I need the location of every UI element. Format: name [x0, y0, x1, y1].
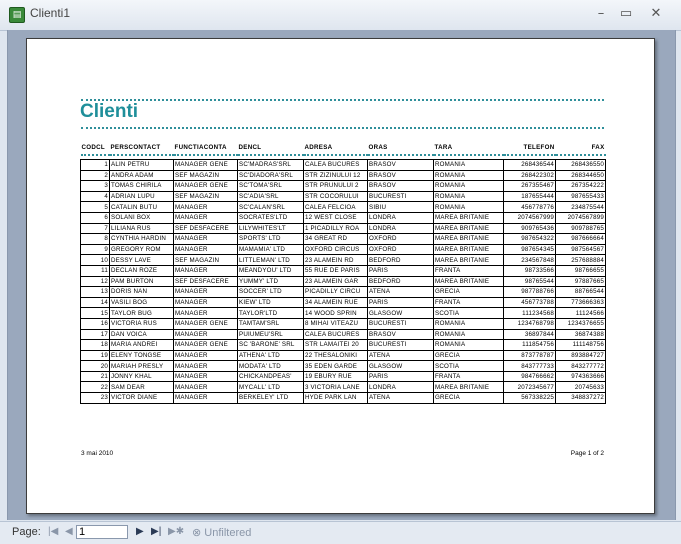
table-cell: MAREA BRITANIE: [434, 223, 504, 234]
table-row: [81, 371, 606, 382]
table-cell: HYDE PARK LAN: [304, 393, 368, 404]
column-header: TARA: [434, 140, 504, 155]
table-cell: LONDRA: [368, 223, 434, 234]
table-row: [81, 191, 606, 202]
table-cell: 111148756: [556, 340, 606, 351]
table-cell: ALIN PETRU: [110, 160, 174, 171]
table-cell: 11: [81, 265, 110, 276]
table-cell: TAYLOR BUG: [110, 308, 174, 319]
table-cell: 35 EDEN GARDE: [304, 361, 368, 372]
table-cell: STR LAMAITEI 20: [304, 340, 368, 351]
table-cell: ATENA: [368, 287, 434, 298]
table-cell: 987654345: [504, 244, 556, 255]
table-cell: YUMMY' LTD: [238, 276, 304, 287]
table-row: [81, 393, 606, 404]
table-cell: MAREA BRITANIE: [434, 212, 504, 223]
table-cell: 267354222: [556, 181, 606, 192]
table-cell: MANAGER: [174, 393, 238, 404]
table-row: [81, 350, 606, 361]
table-cell: GREGORY ROM: [110, 244, 174, 255]
table-cell: MAREA BRITANIE: [434, 382, 504, 393]
table-cell: 773666363: [556, 297, 606, 308]
table-cell: 12: [81, 276, 110, 287]
table-cell: MAREA BRITANIE: [434, 244, 504, 255]
table-cell: CYNTHIA HARDIN: [110, 234, 174, 245]
table-cell: 987666664: [556, 234, 606, 245]
table-cell: 268436550: [556, 160, 606, 171]
table-cell: 4: [81, 191, 110, 202]
table-cell: STR ZIZINULUI 12: [304, 170, 368, 181]
table-cell: 7: [81, 223, 110, 234]
table-cell: 98766655: [556, 265, 606, 276]
table-cell: TAMTAM'SRL: [238, 318, 304, 329]
table-cell: 6: [81, 212, 110, 223]
page-label: Page:: [12, 526, 41, 538]
table-cell: ATHENA' LTD: [238, 350, 304, 361]
table-cell: BRASOV: [368, 181, 434, 192]
table-row: [81, 297, 606, 308]
column-header: ORAS: [368, 140, 434, 155]
table-cell: MARIAH PRESLY: [110, 361, 174, 372]
table-cell: 1234768798: [504, 318, 556, 329]
table-cell: 111234568: [504, 308, 556, 319]
column-header: FUNCTIACONTA: [174, 140, 238, 155]
table-cell: CATALIN BUTU: [110, 202, 174, 213]
table-cell: MAMAMIA' LTD: [238, 244, 304, 255]
table-cell: GRECIA: [434, 287, 504, 298]
table-cell: MAREA BRITANIE: [434, 234, 504, 245]
table-cell: BERKELEY' LTD: [238, 393, 304, 404]
table-cell: MANAGER: [174, 297, 238, 308]
column-header: CODCL: [81, 140, 110, 155]
table-cell: DAN VOICA: [110, 329, 174, 340]
table-cell: BUCURESTI: [368, 318, 434, 329]
table-cell: BEDFORD: [368, 255, 434, 266]
table-cell: PARIS: [368, 297, 434, 308]
table-cell: SCOTIA: [434, 308, 504, 319]
column-header: TELEFON: [504, 140, 556, 155]
table-cell: KIEW' LTD: [238, 297, 304, 308]
table-cell: LONDRA: [368, 212, 434, 223]
table-cell: SAM DEAR: [110, 382, 174, 393]
table-cell: 98733566: [504, 265, 556, 276]
table-cell: LONDRA: [368, 382, 434, 393]
column-header: ADRESA: [304, 140, 368, 155]
table-cell: SEF MAGAZIN: [174, 191, 238, 202]
table-row: [81, 287, 606, 298]
table-cell: 187655444: [504, 191, 556, 202]
table-cell: ELENY TONGSE: [110, 350, 174, 361]
table-cell: ROMANIA: [434, 202, 504, 213]
filter-label: Unfiltered: [204, 527, 252, 539]
record-navigation-bar: [0, 521, 681, 544]
table-cell: 5: [81, 202, 110, 213]
table-cell: 893884727: [556, 350, 606, 361]
table-cell: MANAGER: [174, 265, 238, 276]
table-cell: ANDRA ADAM: [110, 170, 174, 181]
table-cell: SOCRATES'LTD: [238, 212, 304, 223]
table-cell: 12 WEST CLOSE: [304, 212, 368, 223]
table-cell: 8 MIHAI VITEAZU: [304, 318, 368, 329]
table-cell: DESSY LAVE: [110, 255, 174, 266]
table-body: [81, 160, 606, 404]
table-cell: 11124566: [556, 308, 606, 319]
table-cell: 22 THESALONIKI: [304, 350, 368, 361]
filter-icon: ⊗: [192, 527, 202, 539]
table-row: [81, 276, 606, 287]
table-cell: DORIS NAN: [110, 287, 174, 298]
table-cell: OXFORD CIRCUS: [304, 244, 368, 255]
table-cell: MANAGER: [174, 371, 238, 382]
table-cell: 456778776: [504, 202, 556, 213]
table-cell: MODATA' LTD: [238, 361, 304, 372]
table-cell: 3 VICTORIA LANE: [304, 382, 368, 393]
table-cell: 234875544: [556, 202, 606, 213]
table-cell: PARIS: [368, 265, 434, 276]
table-cell: PAM BURTON: [110, 276, 174, 287]
table-cell: ROMANIA: [434, 191, 504, 202]
table-cell: 974363666: [556, 371, 606, 382]
table-row: [81, 308, 606, 319]
table-cell: 16: [81, 318, 110, 329]
table-header-row: [81, 140, 606, 155]
first-page-button[interactable]: |◀: [48, 526, 59, 537]
table-cell: MANAGER GENE: [174, 340, 238, 351]
table-cell: 18: [81, 340, 110, 351]
table-cell: MANAGER: [174, 202, 238, 213]
table-cell: FRANTA: [434, 265, 504, 276]
table-cell: 1 PICADILLY ROA: [304, 223, 368, 234]
table-cell: 348837272: [556, 393, 606, 404]
table-cell: OXFORD: [368, 244, 434, 255]
table-cell: PICADILLY CIRCU: [304, 287, 368, 298]
table-cell: MANAGER: [174, 234, 238, 245]
table-cell: MANAGER: [174, 244, 238, 255]
report-app-icon: ▤: [9, 7, 25, 23]
table-cell: VICTORIA RUS: [110, 318, 174, 329]
column-header: DENCL: [238, 140, 304, 155]
table-cell: CHICKANDPEAS': [238, 371, 304, 382]
filter-indicator[interactable]: [192, 526, 251, 539]
table-cell: 8: [81, 234, 110, 245]
table-cell: PUIUMEU'SRL: [238, 329, 304, 340]
column-header: PERSCONTACT: [110, 140, 174, 155]
report-preview-area[interactable]: [7, 30, 676, 520]
table-cell: MANAGER: [174, 361, 238, 372]
table-cell: SEF MAGAZIN: [174, 170, 238, 181]
table-cell: PARIS: [368, 371, 434, 382]
table-cell: FRANTA: [434, 371, 504, 382]
table-cell: BEDFORD: [368, 276, 434, 287]
table-cell: OXFORD: [368, 234, 434, 245]
table-row: [81, 340, 606, 351]
table-cell: MANAGER: [174, 329, 238, 340]
table-cell: MARIA ANDREI: [110, 340, 174, 351]
table-cell: MAREA BRITANIE: [434, 276, 504, 287]
table-cell: STR COCORULUI: [304, 191, 368, 202]
new-record-button[interactable]: ▶✱: [168, 526, 185, 537]
page-number-input[interactable]: [76, 525, 128, 539]
table-cell: GLASGOW: [368, 308, 434, 319]
title-top-rule: [81, 99, 604, 101]
minimize-button[interactable]: –: [597, 6, 605, 21]
table-cell: 909765436: [504, 223, 556, 234]
table-cell: FRANTA: [434, 297, 504, 308]
table-cell: ROMANIA: [434, 181, 504, 192]
table-cell: 34 GREAT RD: [304, 234, 368, 245]
table-cell: ROMANIA: [434, 318, 504, 329]
table-cell: 20: [81, 361, 110, 372]
table-cell: BRASOV: [368, 170, 434, 181]
table-cell: 2072345677: [504, 382, 556, 393]
table-cell: 268436544: [504, 160, 556, 171]
report-title: Clienti: [80, 101, 139, 122]
table-cell: BRASOV: [368, 160, 434, 171]
table-row: [81, 265, 606, 276]
table-cell: SPORTS' LTD: [238, 234, 304, 245]
table-cell: VICTOR DIANE: [110, 393, 174, 404]
table-cell: GRECIA: [434, 350, 504, 361]
clients-table: [80, 140, 606, 404]
title-bottom-rule: [81, 127, 604, 129]
table-cell: JONNY KHAL: [110, 371, 174, 382]
table-cell: 987655433: [556, 191, 606, 202]
table-row: [81, 202, 606, 213]
table-cell: 2: [81, 170, 110, 181]
table-cell: 17: [81, 329, 110, 340]
table-cell: SEF MAGAZIN: [174, 255, 238, 266]
column-header: FAX: [556, 140, 606, 155]
table-cell: 13: [81, 287, 110, 298]
table-cell: SOLANI BOX: [110, 212, 174, 223]
table-cell: MEANDYOU' LTD: [238, 265, 304, 276]
maximize-button[interactable]: ▭: [619, 6, 633, 21]
table-row: [81, 160, 606, 171]
table-cell: BRASOV: [368, 329, 434, 340]
table-cell: ROMANIA: [434, 160, 504, 171]
table-cell: BUCURESTI: [368, 340, 434, 351]
table-cell: STR PRUNULUI 2: [304, 181, 368, 192]
table-cell: 21: [81, 371, 110, 382]
table-cell: MANAGER GENE: [174, 318, 238, 329]
table-cell: 9: [81, 244, 110, 255]
table-cell: LITTLEMAN' LTD: [238, 255, 304, 266]
table-cell: 20745633: [556, 382, 606, 393]
table-cell: SIBIU: [368, 202, 434, 213]
table-cell: 257688884: [556, 255, 606, 266]
table-cell: SC'MADRAS'SRL: [238, 160, 304, 171]
table-cell: 984766662: [504, 371, 556, 382]
table-cell: SCOTIA: [434, 361, 504, 372]
table-cell: 234567848: [504, 255, 556, 266]
table-cell: CALEA FELCIOA: [304, 202, 368, 213]
table-cell: MANAGER GENE: [174, 160, 238, 171]
table-cell: 10: [81, 255, 110, 266]
table-row: [81, 255, 606, 266]
table-cell: 268422302: [504, 170, 556, 181]
table-cell: MANAGER: [174, 382, 238, 393]
table-cell: SEF DESFACERE: [174, 276, 238, 287]
previous-page-button[interactable]: ◀: [65, 526, 73, 537]
table-cell: 456773788: [504, 297, 556, 308]
table-cell: 15: [81, 308, 110, 319]
table-row: [81, 382, 606, 393]
table-cell: DECLAN ROZE: [110, 265, 174, 276]
table-cell: SC'CALAN'SRL: [238, 202, 304, 213]
table-cell: MANAGER GENE: [174, 181, 238, 192]
table-cell: SC'ADIA'SRL: [238, 191, 304, 202]
table-row: [81, 170, 606, 181]
table-cell: MANAGER: [174, 212, 238, 223]
table-cell: CALEA BUCURES: [304, 329, 368, 340]
table-cell: 19: [81, 350, 110, 361]
table-cell: 873778787: [504, 350, 556, 361]
table-row: [81, 234, 606, 245]
table-cell: 36874388: [556, 329, 606, 340]
table-cell: VASILI BOG: [110, 297, 174, 308]
table-cell: 1: [81, 160, 110, 171]
table-cell: SC'TOMA'SRL: [238, 181, 304, 192]
page-count: Page 1 of 2: [570, 450, 604, 457]
table-cell: 88766544: [556, 287, 606, 298]
table-cell: BUCURESTI: [368, 191, 434, 202]
table-row: [81, 361, 606, 372]
table-cell: 98765544: [504, 276, 556, 287]
close-button[interactable]: ✕: [650, 6, 662, 21]
table-cell: 19 EBURY RUE: [304, 371, 368, 382]
table-cell: 267355467: [504, 181, 556, 192]
window-title: Clienti1: [30, 6, 71, 20]
table-row: [81, 329, 606, 340]
table-cell: 36897844: [504, 329, 556, 340]
table-cell: SC 'BARONE' SRL: [238, 340, 304, 351]
report-date: 3 mai 2010: [81, 450, 114, 457]
table-cell: 2074567899: [556, 212, 606, 223]
table-cell: MAREA BRITANIE: [434, 255, 504, 266]
table-cell: 14 WOOD SPRIN: [304, 308, 368, 319]
table-cell: ADRIAN LUPU: [110, 191, 174, 202]
table-cell: 23 ALAMEIN GAR: [304, 276, 368, 287]
table-cell: 55 RUE DE PARIS: [304, 265, 368, 276]
table-cell: LILIANA RUS: [110, 223, 174, 234]
table-cell: MANAGER: [174, 350, 238, 361]
table-cell: CALEA BUCURES: [304, 160, 368, 171]
table-cell: 987654322: [504, 234, 556, 245]
table-cell: 987788766: [504, 287, 556, 298]
table-cell: SEF DESFACERE: [174, 223, 238, 234]
table-cell: 111854756: [504, 340, 556, 351]
table-cell: 97887665: [556, 276, 606, 287]
table-cell: MANAGER: [174, 308, 238, 319]
report-page: [26, 38, 655, 514]
table-cell: 3: [81, 181, 110, 192]
table-cell: GLASGOW: [368, 361, 434, 372]
title-bar: [0, 0, 681, 31]
table-cell: SOCCER' LTD: [238, 287, 304, 298]
table-row: [81, 244, 606, 255]
table-cell: 843777733: [504, 361, 556, 372]
table-cell: SC'DIADORA'SRL: [238, 170, 304, 181]
table-cell: MYCALL' LTD: [238, 382, 304, 393]
table-cell: 2074567999: [504, 212, 556, 223]
table-cell: 23 ALAMEIN RD: [304, 255, 368, 266]
table-cell: ATENA: [368, 350, 434, 361]
table-cell: 23: [81, 393, 110, 404]
table-cell: ROMANIA: [434, 340, 504, 351]
table-cell: 987564567: [556, 244, 606, 255]
table-row: [81, 181, 606, 192]
table-cell: 34 ALAMEIN RUE: [304, 297, 368, 308]
table-cell: 22: [81, 382, 110, 393]
table-cell: GRECIA: [434, 393, 504, 404]
table-cell: 843277772: [556, 361, 606, 372]
table-row: [81, 223, 606, 234]
last-page-button[interactable]: ▶|: [151, 526, 162, 537]
table-cell: MANAGER: [174, 287, 238, 298]
table-cell: 567338225: [504, 393, 556, 404]
table-cell: ATENA: [368, 393, 434, 404]
table-cell: LILYWHITES'LT: [238, 223, 304, 234]
table-cell: TAYLOR'LTD: [238, 308, 304, 319]
table-cell: 1234376655: [556, 318, 606, 329]
table-row: [81, 318, 606, 329]
table-cell: ROMANIA: [434, 329, 504, 340]
table-cell: 909788765: [556, 223, 606, 234]
table-row: [81, 212, 606, 223]
table-cell: 14: [81, 297, 110, 308]
table-cell: ROMANIA: [434, 170, 504, 181]
next-page-button[interactable]: ▶: [136, 526, 144, 537]
table-cell: TOMAS CHIRILA: [110, 181, 174, 192]
table-cell: 268344650: [556, 170, 606, 181]
